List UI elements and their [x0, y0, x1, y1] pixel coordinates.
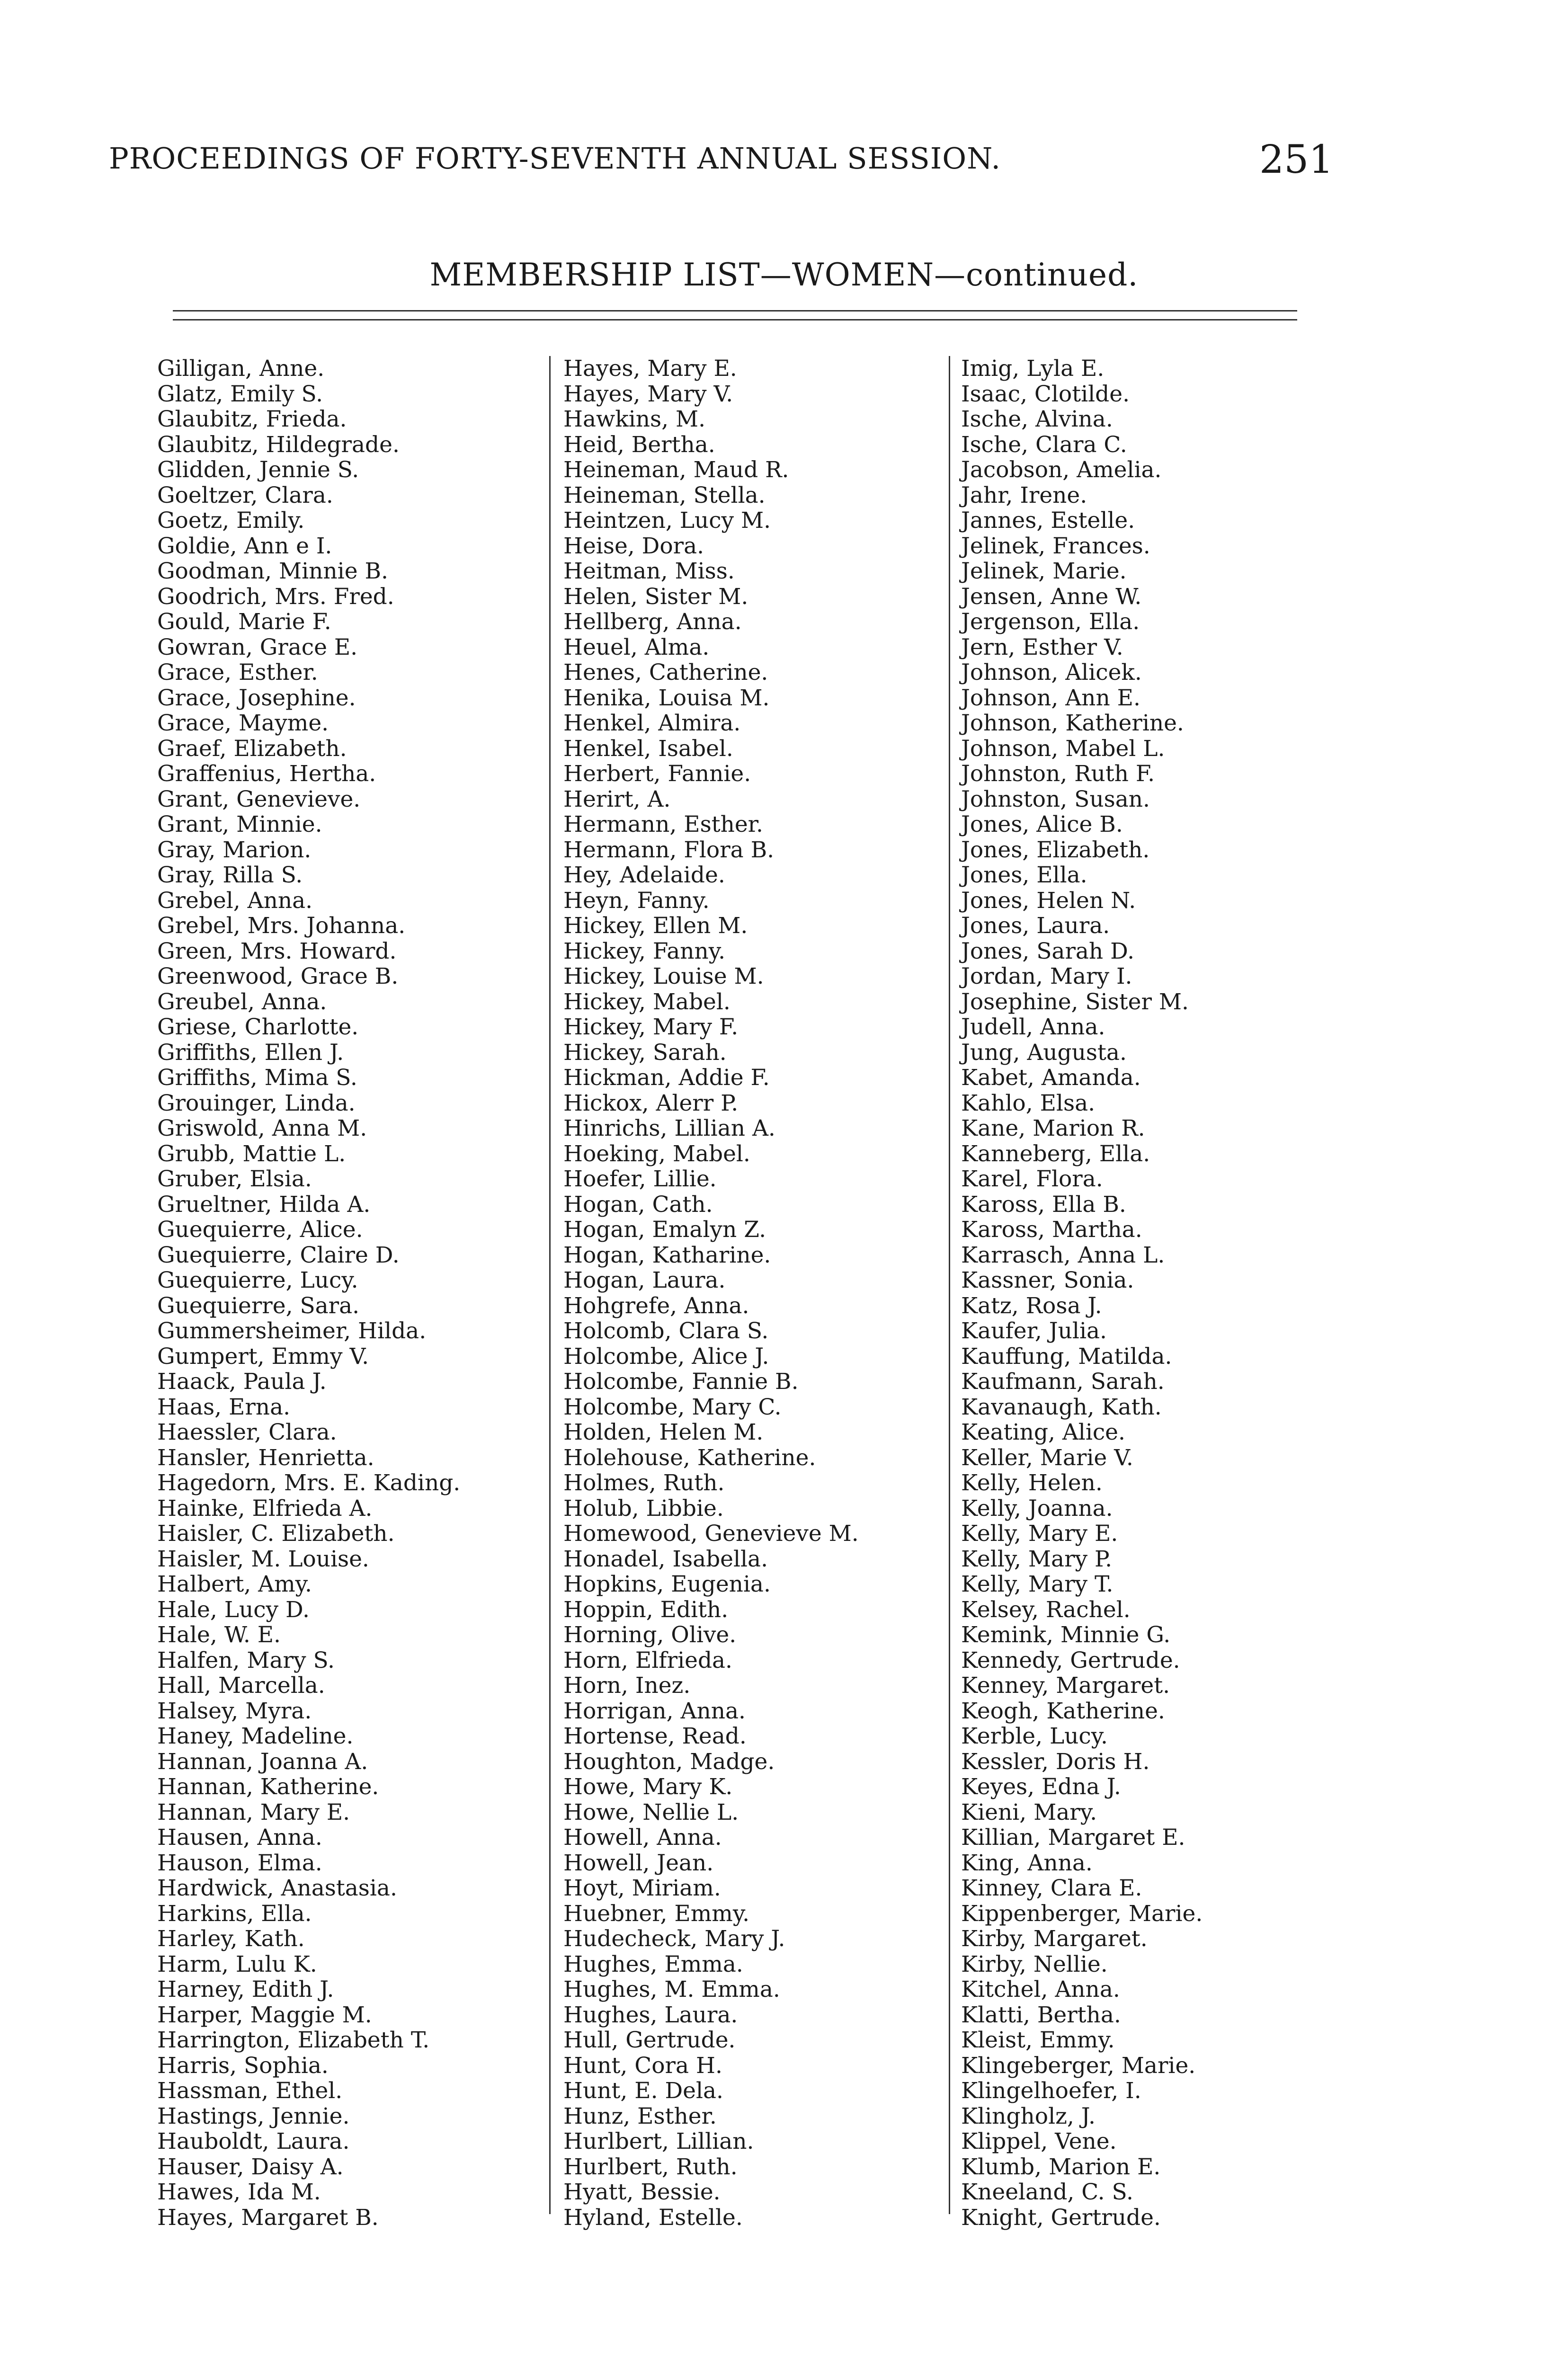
member-entry: Hogan, Katharine. [563, 1242, 771, 1268]
member-entry: Gruber, Elsia. [157, 1166, 312, 1192]
member-entry: Kelly, Joanna. [961, 1495, 1113, 1522]
member-entry: Hermann, Flora B. [563, 836, 775, 863]
member-entry: Jannes, Estelle. [961, 507, 1135, 534]
member-entry: Howell, Anna. [563, 1824, 722, 1851]
member-entry: Holcombe, Alice J. [563, 1343, 769, 1370]
membership-column-3 [961, 356, 1203, 2230]
membership-column-1 [157, 356, 460, 2230]
member-entry: Ische, Clara C. [961, 431, 1127, 458]
member-entry: Hunt, E. Dela. [563, 2078, 723, 2104]
member-entry: Hoyt, Miriam. [563, 1875, 721, 1901]
member-entry: Griese, Charlotte. [157, 1014, 359, 1040]
member-entry: Harrington, Elizabeth T. [157, 2027, 430, 2053]
member-entry: Judell, Anna. [961, 1014, 1105, 1040]
member-entry: Johnson, Alicek. [961, 659, 1142, 685]
member-entry: Haack, Paula J. [157, 1369, 327, 1395]
member-entry: Hickey, Fanny. [563, 938, 726, 964]
member-entry: Homewood, Genevieve M. [563, 1521, 859, 1547]
double-rule-divider [173, 310, 1297, 320]
member-entry: Gray, Marion. [157, 836, 312, 863]
member-entry: Gilligan, Anne. [157, 356, 325, 382]
member-entry: Karrasch, Anna L. [961, 1242, 1165, 1268]
member-entry: Hainke, Elfrieda A. [157, 1495, 373, 1522]
member-entry: Harley, Kath. [157, 1926, 305, 1952]
member-entry: Gowran, Grace E. [157, 634, 358, 660]
member-entry: Heintzen, Lucy M. [563, 507, 771, 534]
member-entry: Jones, Ella. [961, 862, 1087, 888]
member-entry: Hall, Marcella. [157, 1673, 325, 1699]
member-entry: Keogh, Katherine. [961, 1698, 1165, 1724]
member-entry: Griffiths, Mima S. [157, 1065, 357, 1091]
member-entry: Jones, Elizabeth. [961, 836, 1150, 863]
member-entry: Holub, Libbie. [563, 1495, 724, 1522]
membership-column-2 [563, 356, 859, 2230]
member-entry: Horning, Olive. [563, 1622, 737, 1648]
member-entry: Grueltner, Hilda A. [157, 1191, 371, 1218]
member-entry: Kirby, Nellie. [961, 1951, 1108, 1977]
member-entry: Hauson, Elma. [157, 1850, 322, 1876]
member-entry: Huebner, Emmy. [563, 1900, 750, 1927]
member-entry: Helen, Sister M. [563, 583, 748, 610]
member-entry: Kanneberg, Ella. [961, 1140, 1150, 1167]
member-entry: Herirt, A. [563, 786, 671, 812]
member-entry: Hickey, Sarah. [563, 1039, 727, 1066]
member-entry: Harper, Maggie M. [157, 2002, 372, 2028]
member-entry: Gould, Marie F. [157, 609, 331, 635]
member-entry: Kahlo, Elsa. [961, 1090, 1096, 1116]
member-entry: Hawkins, M. [563, 406, 706, 432]
member-entry: Hickey, Ellen M. [563, 913, 748, 939]
member-entry: Johnston, Ruth F. [961, 761, 1155, 787]
member-entry: Kavanaugh, Kath. [961, 1394, 1162, 1420]
member-entry: Haisler, C. Elizabeth. [157, 1521, 395, 1547]
member-entry: Hagedorn, Mrs. E. Kading. [157, 1470, 461, 1496]
member-entry: Keating, Alice. [961, 1419, 1125, 1445]
member-entry: Holcomb, Clara S. [563, 1318, 769, 1344]
member-entry: Goldie, Ann e I. [157, 533, 332, 559]
member-entry: Hickey, Louise M. [563, 963, 764, 989]
member-entry: Jacobson, Amelia. [961, 457, 1162, 483]
member-entry: Hurlbert, Ruth. [563, 2153, 738, 2180]
member-entry: Guequierre, Sara. [157, 1292, 360, 1319]
member-entry: Hull, Gertrude. [563, 2027, 736, 2053]
member-entry: Klumb, Marion E. [961, 2153, 1161, 2180]
member-entry: Hudecheck, Mary J. [563, 1926, 785, 1952]
member-entry: Hayes, Mary E. [563, 356, 737, 382]
member-entry: Kaross, Ella B. [961, 1191, 1126, 1218]
member-entry: Houghton, Madge. [563, 1748, 775, 1775]
member-entry: Howe, Mary K. [563, 1774, 733, 1800]
member-entry: Grace, Josephine. [157, 685, 356, 711]
member-entry: Kelly, Mary E. [961, 1521, 1118, 1547]
member-entry: Hyatt, Bessie. [563, 2179, 721, 2205]
member-entry: Imig, Lyla E. [961, 356, 1105, 382]
member-entry: Hawes, Ida M. [157, 2179, 321, 2205]
member-entry: Hogan, Cath. [563, 1191, 713, 1218]
member-entry: Keyes, Edna J. [961, 1774, 1121, 1800]
member-entry: Hoppin, Edith. [563, 1596, 729, 1623]
member-entry: Kelly, Mary P. [961, 1546, 1113, 1572]
member-entry: Herbert, Fannie. [563, 761, 751, 787]
member-entry: Kelsey, Rachel. [961, 1596, 1131, 1623]
member-entry: Harm, Lulu K. [157, 1951, 317, 1977]
member-entry: Glaubitz, Frieda. [157, 406, 347, 432]
member-entry: Josephine, Sister M. [961, 988, 1189, 1015]
member-entry: Jelinek, Frances. [961, 533, 1150, 559]
member-entry: Honadel, Isabella. [563, 1546, 768, 1572]
member-entry: Grubb, Mattie L. [157, 1140, 346, 1167]
member-entry: Hannan, Katherine. [157, 1774, 379, 1800]
member-entry: Horrigan, Anna. [563, 1698, 746, 1724]
member-entry: Klippel, Vene. [961, 2128, 1117, 2154]
member-entry: Kauffung, Matilda. [961, 1343, 1172, 1370]
member-entry: Hansler, Henrietta. [157, 1444, 374, 1471]
member-entry: Klingholz, J. [961, 2103, 1096, 2129]
member-entry: Kirby, Margaret. [961, 1926, 1148, 1952]
member-entry: Hurlbert, Lillian. [563, 2128, 754, 2154]
member-entry: Halbert, Amy. [157, 1571, 312, 1597]
member-entry: Hickey, Mabel. [563, 988, 731, 1015]
member-entry: Hayes, Mary V. [563, 381, 733, 407]
member-entry: Hoeking, Mabel. [563, 1140, 750, 1167]
section-title: MEMBERSHIP LIST—WOMEN—continued. [429, 257, 1139, 293]
member-entry: Jones, Helen N. [961, 887, 1136, 914]
member-entry: Kieni, Mary. [961, 1799, 1097, 1825]
member-entry: Hoefer, Lillie. [563, 1166, 717, 1192]
member-entry: Henkel, Almira. [563, 710, 741, 736]
member-entry: Heineman, Maud R. [563, 457, 789, 483]
member-entry: Heitman, Miss. [563, 558, 735, 584]
member-entry: Goeltzer, Clara. [157, 482, 333, 508]
member-entry: Grant, Minnie. [157, 811, 322, 837]
member-entry: Henes, Catherine. [563, 659, 768, 685]
member-entry: Glaubitz, Hildegrade. [157, 431, 400, 458]
member-entry: Hughes, Laura. [563, 2002, 738, 2028]
member-entry: Holcombe, Fannie B. [563, 1369, 799, 1395]
member-entry: Hey, Adelaide. [563, 862, 725, 888]
member-entry: Griffiths, Ellen J. [157, 1039, 344, 1066]
member-entry: Johnson, Ann E. [961, 685, 1140, 711]
member-entry: Hayes, Margaret B. [157, 2204, 379, 2231]
member-entry: Halfen, Mary S. [157, 1647, 335, 1673]
member-entry: Kitchel, Anna. [961, 1976, 1120, 2002]
member-entry: Harkins, Ella. [157, 1900, 312, 1927]
member-entry: Kaross, Martha. [961, 1217, 1142, 1243]
member-entry: Isaac, Clotilde. [961, 381, 1130, 407]
member-entry: Harney, Edith J. [157, 1976, 334, 2002]
member-entry: Hunz, Esther. [563, 2103, 717, 2129]
member-entry: Hickox, Alerr P. [563, 1090, 739, 1116]
member-entry: Haessler, Clara. [157, 1419, 337, 1445]
member-entry: Jelinek, Marie. [961, 558, 1127, 584]
member-entry: Kerble, Lucy. [961, 1723, 1108, 1749]
member-entry: Howe, Nellie L. [563, 1799, 739, 1825]
member-entry: Hughes, M. Emma. [563, 1976, 780, 2002]
member-entry: Hickey, Mary F. [563, 1014, 739, 1040]
member-entry: Gray, Rilla S. [157, 862, 303, 888]
member-entry: Grace, Mayme. [157, 710, 329, 736]
member-entry: Hogan, Emalyn Z. [563, 1217, 766, 1243]
member-entry: Grant, Genevieve. [157, 786, 361, 812]
member-entry: Kessler, Doris H. [961, 1748, 1150, 1775]
member-entry: Griswold, Anna M. [157, 1115, 367, 1141]
member-entry: Hyland, Estelle. [563, 2204, 743, 2231]
member-entry: Kabet, Amanda. [961, 1065, 1141, 1091]
member-entry: Hickman, Addie F. [563, 1065, 770, 1091]
member-entry: Jones, Alice B. [961, 811, 1123, 837]
member-entry: Jahr, Irene. [961, 482, 1087, 508]
member-entry: Keller, Marie V. [961, 1444, 1133, 1471]
member-entry: Hunt, Cora H. [563, 2052, 722, 2079]
member-entry: Katz, Rosa J. [961, 1292, 1102, 1319]
member-entry: Kemink, Minnie G. [961, 1622, 1171, 1648]
member-entry: Grebel, Anna. [157, 887, 313, 914]
member-entry: Gumpert, Emmy V. [157, 1343, 369, 1370]
member-entry: Grace, Esther. [157, 659, 318, 685]
member-entry: Greubel, Anna. [157, 988, 327, 1015]
member-entry: Hermann, Esther. [563, 811, 763, 837]
member-entry: Haas, Erna. [157, 1394, 291, 1420]
member-entry: Ische, Alvina. [961, 406, 1113, 432]
member-entry: Karel, Flora. [961, 1166, 1103, 1192]
member-entry: Hale, Lucy D. [157, 1596, 310, 1623]
member-entry: Goodrich, Mrs. Fred. [157, 583, 394, 610]
member-entry: Hauser, Daisy A. [157, 2153, 344, 2180]
member-entry: Guequierre, Claire D. [157, 1242, 400, 1268]
member-entry: Graef, Elizabeth. [157, 735, 347, 762]
member-entry: Howell, Jean. [563, 1850, 714, 1876]
member-entry: Klatti, Bertha. [961, 2002, 1121, 2028]
member-entry: Gummersheimer, Hilda. [157, 1318, 427, 1344]
member-entry: Jung, Augusta. [961, 1039, 1127, 1066]
member-entry: Holden, Helen M. [563, 1419, 764, 1445]
member-entry: Kennedy, Gertrude. [961, 1647, 1180, 1673]
member-entry: Kaufer, Julia. [961, 1318, 1107, 1344]
member-entry: Hausen, Anna. [157, 1824, 322, 1851]
member-entry: Hardwick, Anastasia. [157, 1875, 397, 1901]
member-entry: Holmes, Ruth. [563, 1470, 725, 1496]
member-entry: Henika, Louisa M. [563, 685, 770, 711]
member-entry: Haney, Madeline. [157, 1723, 354, 1749]
member-entry: Kane, Marion R. [961, 1115, 1145, 1141]
member-entry: Halsey, Myra. [157, 1698, 312, 1724]
member-entry: Hannan, Mary E. [157, 1799, 350, 1825]
member-entry: Hohgrefe, Anna. [563, 1292, 749, 1319]
member-entry: Johnson, Katherine. [961, 710, 1184, 736]
member-entry: Kelly, Mary T. [961, 1571, 1114, 1597]
member-entry: Kleist, Emmy. [961, 2027, 1115, 2053]
member-entry: Klingelhoefer, I. [961, 2078, 1141, 2104]
column-divider [549, 356, 551, 2214]
member-entry: Glatz, Emily S. [157, 381, 323, 407]
member-entry: Heid, Bertha. [563, 431, 715, 458]
member-entry: Harris, Sophia. [157, 2052, 329, 2079]
column-divider [949, 356, 950, 2214]
member-entry: Grouinger, Linda. [157, 1090, 356, 1116]
member-entry: Killian, Margaret E. [961, 1824, 1185, 1851]
page-number: 251 [1259, 137, 1334, 182]
member-entry: Hellberg, Anna. [563, 609, 742, 635]
member-entry: Heise, Dora. [563, 533, 704, 559]
member-entry: Heineman, Stella. [563, 482, 766, 508]
member-entry: Guequierre, Lucy. [157, 1267, 358, 1293]
member-entry: Holehouse, Katherine. [563, 1444, 816, 1471]
member-entry: Horn, Inez. [563, 1673, 691, 1699]
member-entry: Hughes, Emma. [563, 1951, 743, 1977]
member-entry: Horn, Elfrieda. [563, 1647, 732, 1673]
member-entry: Haisler, M. Louise. [157, 1546, 369, 1572]
member-entry: Green, Mrs. Howard. [157, 938, 397, 964]
member-entry: Johnston, Susan. [961, 786, 1150, 812]
member-entry: Kippenberger, Marie. [961, 1900, 1203, 1927]
member-entry: Jones, Sarah D. [961, 938, 1135, 964]
running-head [109, 137, 1349, 189]
member-entry: Kaufmann, Sarah. [961, 1369, 1165, 1395]
member-entry: Jern, Esther V. [961, 634, 1123, 660]
member-entry: Goodman, Minnie B. [157, 558, 388, 584]
member-entry: Hogan, Laura. [563, 1267, 726, 1293]
member-entry: Jones, Laura. [961, 913, 1110, 939]
member-entry: Heyn, Fanny. [563, 887, 710, 914]
member-entry: Greenwood, Grace B. [157, 963, 399, 989]
member-entry: Henkel, Isabel. [563, 735, 733, 762]
member-entry: Kelly, Helen. [961, 1470, 1103, 1496]
member-entry: Grebel, Mrs. Johanna. [157, 913, 406, 939]
member-entry: Hauboldt, Laura. [157, 2128, 350, 2154]
member-entry: Kneeland, C. S. [961, 2179, 1133, 2205]
member-entry: Graffenius, Hertha. [157, 761, 376, 787]
member-entry: Jensen, Anne W. [961, 583, 1142, 610]
member-entry: Hinrichs, Lillian A. [563, 1115, 775, 1141]
member-entry: Kassner, Sonia. [961, 1267, 1134, 1293]
member-entry: Knight, Gertrude. [961, 2204, 1161, 2231]
member-entry: Guequierre, Alice. [157, 1217, 363, 1243]
member-entry: Hannan, Joanna A. [157, 1748, 368, 1775]
member-entry: Hastings, Jennie. [157, 2103, 350, 2129]
member-entry: Holcombe, Mary C. [563, 1394, 782, 1420]
member-entry: Hopkins, Eugenia. [563, 1571, 771, 1597]
member-entry: Johnson, Mabel L. [961, 735, 1165, 762]
member-entry: Klingeberger, Marie. [961, 2052, 1196, 2079]
member-entry: Jordan, Mary I. [961, 963, 1132, 989]
member-entry: Glidden, Jennie S. [157, 457, 359, 483]
member-entry: Jergenson, Ella. [961, 609, 1140, 635]
running-title: PROCEEDINGS OF FORTY-SEVENTH ANNUAL SESSION. [109, 141, 1001, 176]
member-entry: Heuel, Alma. [563, 634, 710, 660]
member-entry: Hale, W. E. [157, 1622, 281, 1648]
member-entry: King, Anna. [961, 1850, 1093, 1876]
member-entry: Kinney, Clara E. [961, 1875, 1142, 1901]
member-entry: Hortense, Read. [563, 1723, 747, 1749]
member-entry: Kenney, Margaret. [961, 1673, 1170, 1699]
member-entry: Hassman, Ethel. [157, 2078, 343, 2104]
member-entry: Goetz, Emily. [157, 507, 305, 534]
